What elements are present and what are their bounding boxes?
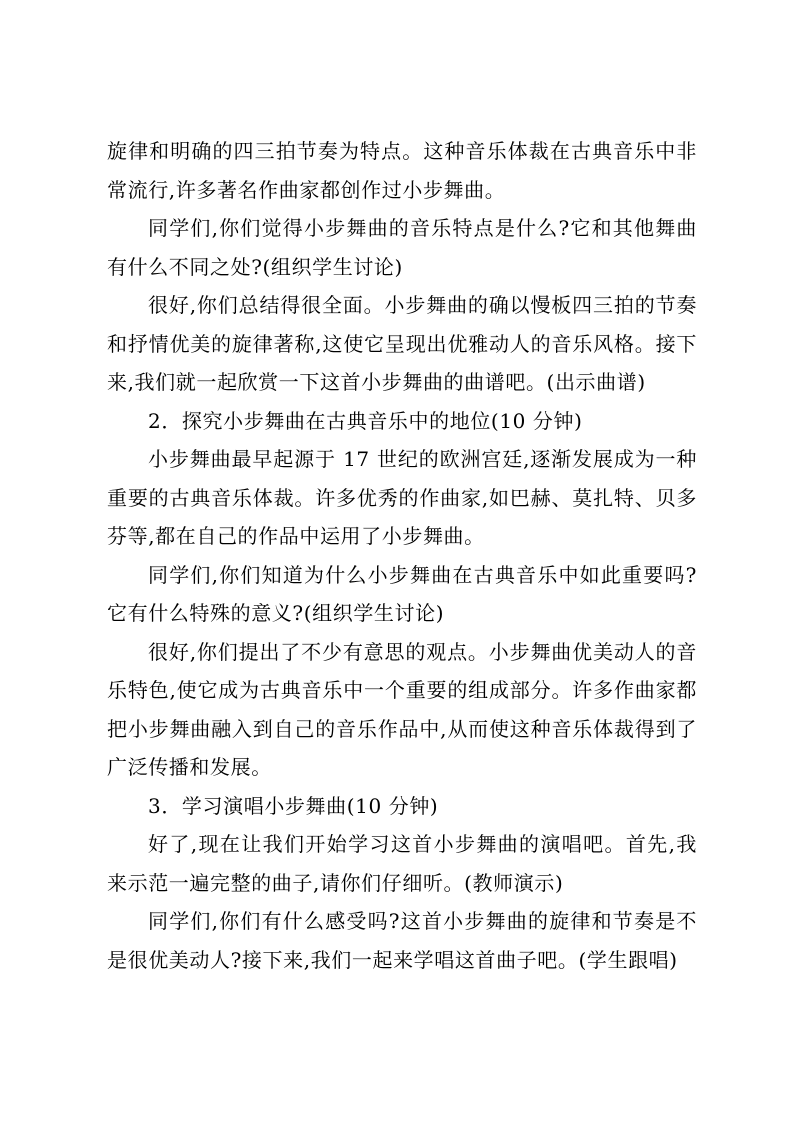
paragraph-origin: 小步舞曲最早起源于 17 世纪的欧洲宫廷,逐渐发展成为一种重要的古典音乐体裁。许多优秀的作曲家,如巴赫、莫扎特、贝多芬等,都在自己的作品中运用了小步舞曲。: [107, 447, 697, 548]
paragraph-question-importance: 同学们,你们知道为什么小步舞曲在古典音乐中如此重要吗?它有什么特殊的意义?(组织学生讨论): [107, 562, 697, 625]
section-heading-2: 2．探究小步舞曲在古典音乐中的地位(10 分钟): [148, 408, 583, 433]
paragraph-question-features: 同学们,你们觉得小步舞曲的音乐特点是什么?它和其他舞曲有什么不同之处?(组织学生讨论): [107, 216, 697, 279]
document-body: [107, 132, 697, 979]
paragraph-sing-along: 同学们,你们有什么感受吗?这首小步舞曲的旋律和节奏是不是很优美动人?接下来,我们一起来学唱这首曲子吧。(学生跟唱): [107, 909, 697, 972]
paragraph-demonstration: 好了,现在让我们开始学习这首小步舞曲的演唱吧。首先,我来示范一遍完整的曲子,请你们仔细听。(教师演示): [107, 832, 697, 895]
paragraph-intro-continued: 旋律和明确的四三拍节奏为特点。这种音乐体裁在古典音乐中非常流行,许多著名作曲家都创作过小步舞曲。: [107, 139, 697, 202]
paragraph-summary-features: 很好,你们总结得很全面。小步舞曲的确以慢板四三拍的节奏和抒情优美的旋律著称,这使它呈现出优雅动人的音乐风格。接下来,我们就一起欣赏一下这首小步舞曲的曲谱吧。(出示曲谱): [107, 293, 697, 394]
paragraph-summary-importance: 很好,你们提出了不少有意思的观点。小步舞曲优美动人的音乐特色,使它成为古典音乐中一个重要的组成部分。许多作曲家都把小步舞曲融入到自己的音乐作品中,从而使这种音乐体裁得到了广泛传播和发展。: [107, 639, 697, 779]
section-heading-3: 3．学习演唱小步舞曲(10 分钟): [148, 793, 439, 818]
